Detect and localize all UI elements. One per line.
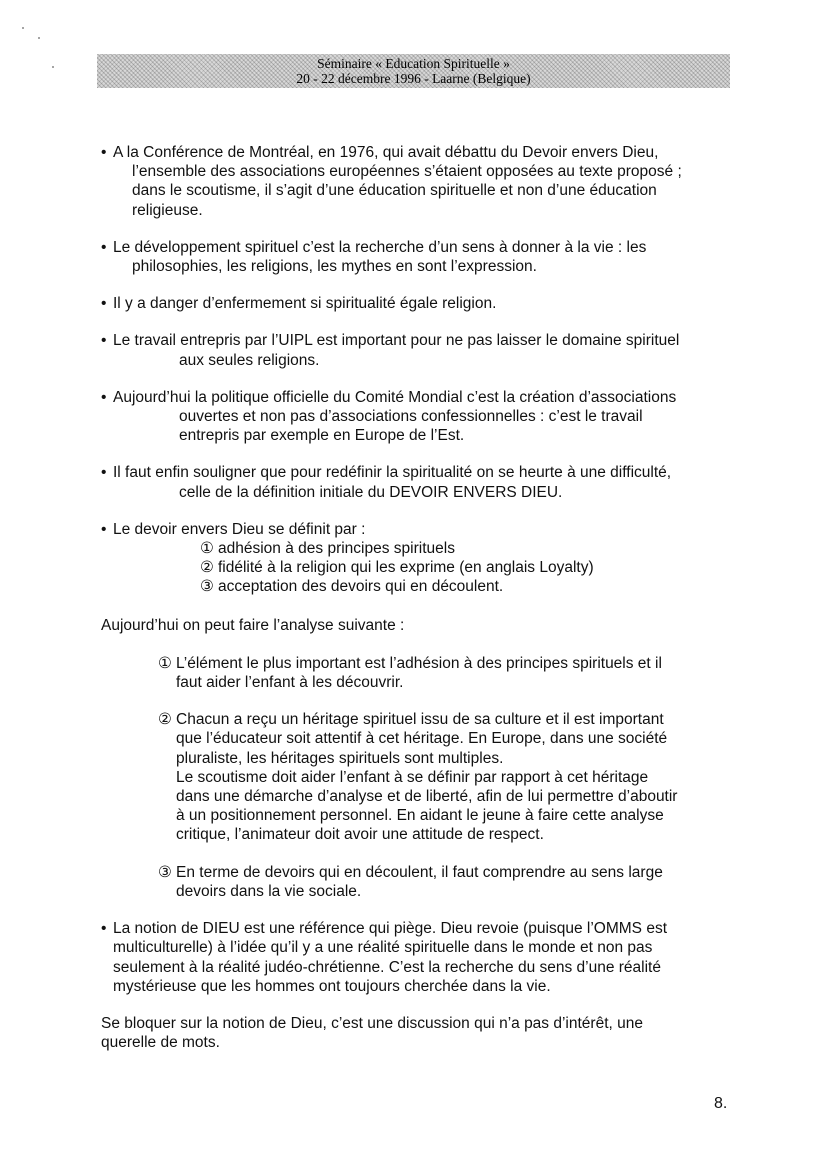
scan-speck — [52, 66, 54, 68]
bullet-dot: • — [101, 238, 107, 256]
bullet-spiritual-development: • Le développement spirituel c’est la recherche d’un sens à donner à la vie : les philosophies, les religions, les mythes en sont l’expression. — [101, 238, 647, 276]
document-body — [101, 143, 728, 1052]
page-number: 8. — [714, 1095, 728, 1112]
duty-definition-list — [113, 539, 728, 597]
bullet-world-committee-policy: • Aujourd’hui la politique officielle du Comité Mondial c’est la création d’associations ouvertes et non pas d’associations confessionnelles : c’est le travail entrepris par exemple en Europe de l’Est. — [101, 388, 677, 445]
duty-item-3: ③ acceptation des devoirs qui en découlent. — [200, 578, 504, 596]
duty-item-2: ② fidélité à la religion qui les exprime (en anglais Loyalty) — [200, 559, 594, 577]
bullet-danger-enclosure: • Il y a danger d’enfermement si spiritualité égale religion. — [101, 295, 497, 313]
duty-item-1: ① adhésion à des principes spirituels — [200, 540, 455, 558]
seminar-header-banner — [97, 54, 730, 88]
bullet-dot: • — [101, 520, 107, 538]
seminar-date-location: 20 - 22 décembre 1996 - Laarne (Belgique) — [296, 71, 531, 86]
bullet-redefine-spirituality: • Il faut enfin souligner que pour redéfinir la spiritualité on se heurte à une difficulté, celle de la définition initiale du DEVOIR ENVERS DIEU. — [101, 464, 672, 501]
bullet-dot: • — [101, 144, 107, 161]
bullet-duty-to-god-definition: • Le devoir envers Dieu se définit par : ① adhésion à des principes spirituels ② fidélité à la religion qui les exprime (en anglais Loyalty) ③ acceptation des devoirs qui en découlent. — [101, 520, 728, 597]
seminar-title: Séminaire « Education Spirituelle » — [317, 56, 510, 71]
analysis-intro: Aujourd’hui on peut faire l’analyse suivante : — [101, 616, 405, 634]
bullet-notion-of-god: • La notion de DIEU est une référence qui piège. Dieu revoie (puisque l’OMMS est multiculturelle) à l’idée qu’il y a une réalité spirituelle dans le monde et non pas seulement à la réalité judéo-chrétienne. C’est la recherche du sens d’une réalité mystérieuse que les hommes ont toujours cherchée dans la vie. — [101, 920, 667, 995]
bullet-dot: • — [101, 388, 107, 406]
bullet-montreal-conference: • A la Conférence de Montréal, en 1976, qui avait débattu du Devoir envers Dieu, l’ensemble des associations européennes s’étaient opposées au texte proposé ; dans le scoutisme, il s’agit d’une éducation spirituelle et non d’une éducation religieuse. — [101, 144, 682, 219]
scan-speck — [22, 27, 24, 29]
bullet-dot: • — [101, 295, 107, 313]
analysis-list — [101, 654, 728, 901]
analysis-item-2: ② Chacun a reçu un héritage spirituel issu de sa culture et il est important que l’éducateur soit attentif à cet héritage. En Europe, dans une société pluraliste, les héritages spirituels sont multiples. Le scoutisme doit aider l’enfant à se définir par rapport à cet héritage dans une démarche d’analyse et de liberté, afin de lui permettre d’aboutir à un positionnement personnel. En aidant le jeune à faire cette analyse critique, l’animateur doit avoir une attitude de respect. — [158, 711, 678, 844]
bullet-uipl-work: • Le travail entrepris par l’UIPL est important pour ne pas laisser le domaine spirituel aux seules religions. — [101, 332, 680, 369]
bullet-dot: • — [101, 920, 107, 938]
analysis-item-1: ① L’élément le plus important est l’adhésion à des principes spirituels et il faut aider l’enfant à les découvrir. — [158, 654, 662, 692]
analysis-item-3: ③ En terme de devoirs qui en découlent, il faut comprendre au sens large devoirs dans la vie sociale. — [158, 863, 663, 900]
bullet-dot: • — [101, 464, 107, 482]
closing-paragraph: Se bloquer sur la notion de Dieu, c’est une discussion qui n’a pas d’intérêt, une querelle de mots. — [101, 1014, 643, 1052]
scan-speck — [38, 37, 40, 39]
bullet-dot: • — [101, 332, 107, 350]
